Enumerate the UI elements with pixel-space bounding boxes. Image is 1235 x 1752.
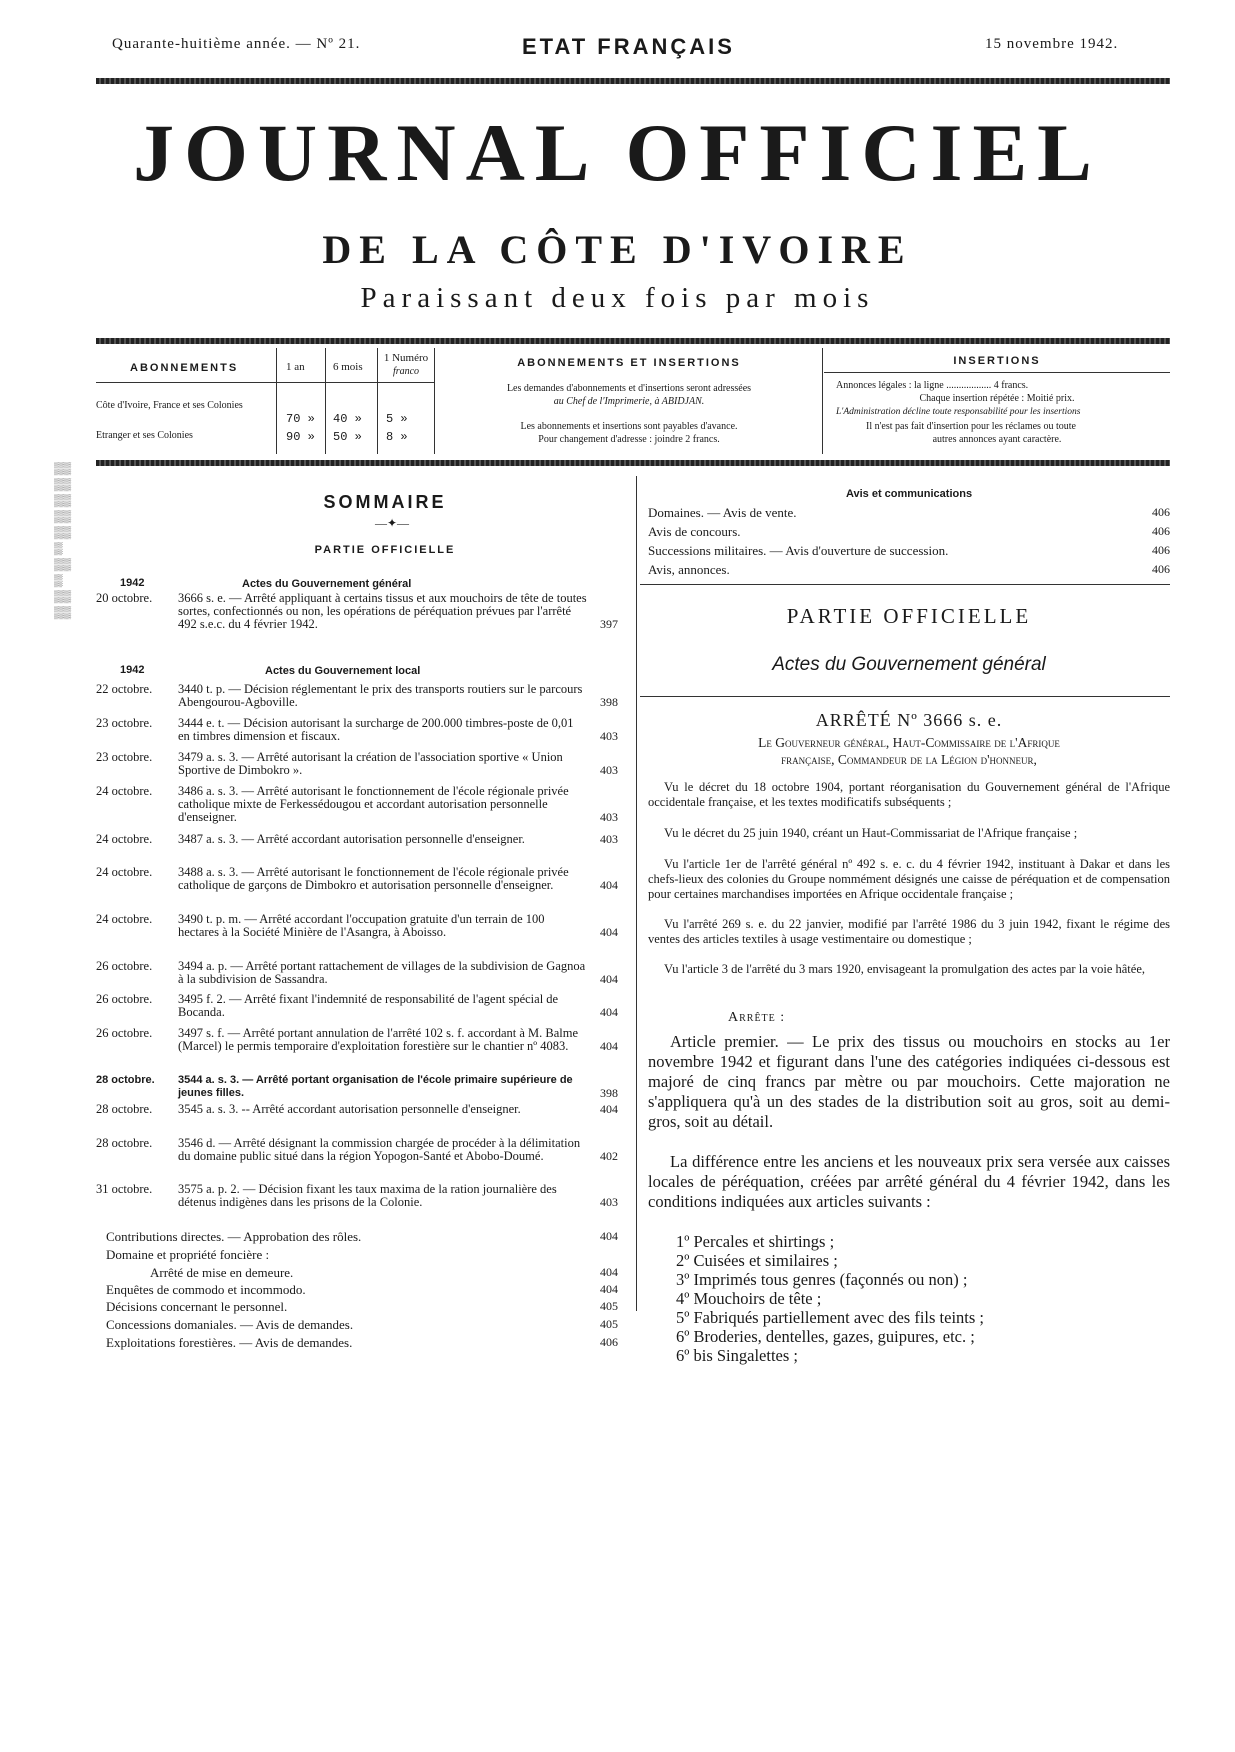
section-year: 1942 <box>120 577 145 589</box>
entry-page: 402 <box>600 1149 618 1163</box>
avis-page: 406 <box>1152 524 1170 538</box>
divider <box>640 696 1170 697</box>
entry-text: 3546 d. — Arrêté désignant la commission chargée de procéder à la délimitation du domaine public situé dans la région Yopogon-Santé et Abobo-Doumé. <box>178 1136 581 1163</box>
article-item: 6º Broderies, dentelles, gazes, guipures, etc. ; <box>676 1327 975 1346</box>
sommaire-entry <box>96 960 618 986</box>
misc-text: Domaine et propriété foncière : <box>106 1247 270 1262</box>
entry-date: 23 octobre. <box>96 716 153 730</box>
sub-row-six: 40 » <box>333 412 362 426</box>
middle-line: Les abonnements et insertions sont payables d'avance. <box>520 421 738 432</box>
entry-date: 24 octobre. <box>96 865 153 879</box>
sub-row-year: 70 » <box>286 412 315 426</box>
vu-paragraph: Vu l'article 3 de l'arrêté du 3 mars 1920, envisageant la promulgation des actes par la voie hâtée, <box>664 962 1146 976</box>
misc-text: Arrêté de mise en demeure. <box>150 1265 294 1280</box>
article-paragraph: La différence entre les anciens et les nouveaux prix sera versée aux caisses locales de péréquation, créées par arrêté général du 4 février 1942, dans les conditions indiquées aux articles suivants : <box>648 1152 1170 1211</box>
right-heading: INSERTIONS <box>953 355 1041 367</box>
divider <box>824 372 1170 373</box>
misc-page: 404 <box>600 1282 618 1296</box>
entry-text: 3494 a. p. — Arrêté portant rattachement de villages de la subdivision de Gagnoa à la subdivision de Sassandra. <box>178 959 586 986</box>
right-line: L'Administration décline toute responsabilité pour les insertions <box>836 407 1081 417</box>
entry-page: 397 <box>600 617 618 631</box>
sommaire-entry <box>96 913 618 939</box>
divider <box>377 348 378 454</box>
misc-entry <box>150 1265 618 1281</box>
middle-heading: ABONNEMENTS ET INSERTIONS <box>517 357 741 369</box>
arrete-word: Arrête : <box>728 1010 786 1025</box>
right-line: Annonces légales : la ligne .................. 4 francs. <box>836 380 1029 391</box>
sub-row-label: Côte d'Ivoire, France et ses Colonies <box>96 400 243 411</box>
article-item: 6º bis Singalettes ; <box>676 1346 798 1365</box>
sommaire-entry <box>96 1027 618 1053</box>
sommaire-entry <box>96 866 618 892</box>
col-number: 1 Numéro <box>383 352 429 364</box>
entry-page: 398 <box>600 695 618 709</box>
journal-subtitle: DE LA CÔTE D'IVOIRE <box>322 227 913 272</box>
col-year: 1 an <box>286 361 305 373</box>
entry-page: 404 <box>600 1039 618 1053</box>
middle-line: Pour changement d'adresse : joindre 2 francs. <box>538 434 720 445</box>
sommaire-entry <box>96 1103 618 1116</box>
article-item: 2º Cuisées et similaires ; <box>676 1251 838 1270</box>
divider <box>434 348 435 454</box>
entry-date: 22 octobre. <box>96 682 153 696</box>
entry-text: 3495 f. 2. — Arrêté fixant l'indemnité de responsabilité de l'agent spécial de Bocanda. <box>178 992 559 1019</box>
issue-date: 15 novembre 1942. <box>985 36 1119 52</box>
misc-entry <box>106 1282 618 1298</box>
misc-page: 405 <box>600 1317 618 1331</box>
subscriptions-heading: ABONNEMENTS <box>130 362 239 374</box>
sommaire-entry <box>96 717 618 743</box>
section-title: Actes du Gouvernement général <box>242 578 412 590</box>
right-line: Il n'est pas fait d'insertion pour les réclames ou toute <box>866 421 1076 432</box>
misc-entry <box>106 1299 618 1315</box>
entry-date: 28 octobre. <box>96 1102 153 1116</box>
entry-text: 3490 t. p. m. — Arrêté accordant l'occupation gratuite d'un terrain de 100 hectares à la Société Minière de l'Asangra, à Aboisso. <box>178 912 545 939</box>
sommaire-entry <box>96 683 618 709</box>
entry-page: 404 <box>600 1102 618 1116</box>
avis-row <box>648 505 1170 521</box>
sommaire-entry <box>96 833 618 846</box>
sommaire-partie: PARTIE OFFICIELLE <box>314 544 456 556</box>
entry-page: 404 <box>600 878 618 892</box>
misc-entry <box>106 1247 618 1263</box>
masthead-rule <box>96 338 1170 344</box>
entry-date: 20 octobre. <box>96 591 153 605</box>
right-line: autres annonces ayant caractère. <box>932 434 1062 445</box>
misc-text: Décisions concernant le personnel. <box>106 1299 288 1314</box>
sub-row-number: 5 » <box>386 412 408 426</box>
misc-text: Exploitations forestières. — Avis de demandes. <box>106 1335 353 1350</box>
article-item: 3º Imprimés tous genres (façonnés ou non) ; <box>676 1270 968 1289</box>
misc-entry <box>106 1335 618 1351</box>
gouverneur-line-1: Le Gouverneur général, Haut-Commissaire de l'Afrique <box>758 735 1060 750</box>
entry-text: 3444 e. t. — Décision autorisant la surcharge de 200.000 timbres-poste de 0,01 en timbres dimension et fiscaux. <box>178 716 574 743</box>
section-title: Actes du Gouvernement local <box>265 665 421 677</box>
entry-date: 26 octobre. <box>96 992 153 1006</box>
sommaire-entry <box>96 785 618 824</box>
entry-date: 26 octobre. <box>96 959 153 973</box>
entry-text: 3666 s. e. — Arrêté appliquant à certains tissus et aux mouchoirs de tête de toutes sortes, confectionnés ou non, les opérations de péréquation prévues par l'arrêté 492 s.e.c. du 4 février 1942. <box>178 591 587 631</box>
right-line: Chaque insertion répétée : Moitié prix. <box>919 393 1075 404</box>
sommaire-entry <box>96 993 618 1019</box>
entry-date: 26 octobre. <box>96 1026 153 1040</box>
entry-page: 403 <box>600 1195 618 1209</box>
section-year: 1942 <box>120 664 145 676</box>
gouverneur-line <box>648 734 1170 768</box>
entry-text: 3440 t. p. — Décision réglementant le prix des transports routiers sur le parcours Abengourou-Agboville. <box>178 682 583 709</box>
state-label: ETAT FRANÇAIS <box>522 34 735 59</box>
entry-text: 3545 a. s. 3. -- Arrêté accordant autorisation personnelle d'enseigner. <box>178 1102 521 1116</box>
top-rule <box>96 78 1170 84</box>
misc-entry <box>106 1229 618 1245</box>
entry-text: 3487 a. s. 3. — Arrêté accordant autorisation personnelle d'enseigner. <box>178 832 525 846</box>
misc-text: Concessions domaniales. — Avis de demandes. <box>106 1317 354 1332</box>
table-bottom-rule <box>96 460 1170 466</box>
entry-date: 28 octobre. <box>96 1074 155 1086</box>
avis-page: 406 <box>1152 562 1170 576</box>
entry-date: 31 octobre. <box>96 1182 153 1196</box>
sommaire-entry <box>96 1074 618 1100</box>
col-six: 6 mois <box>333 361 363 373</box>
article-premier: Article premier. — Le prix des tissus ou mouchoirs en stocks au 1er novembre 1942 et figurant dans l'une des catégories indiquées ci-dessous est majoré de cinq francs par mètre ou par mouchoirs. Cette majoration ne s'appliquera qu'à un des stades de la distribution soit au gros, soit au demi-gros, soit au détail. <box>648 1032 1170 1131</box>
vu-paragraph: Vu l'arrêté 269 s. e. du 22 janvier, modifié par l'arrêté 1986 du 3 juin 1942, fixant le régime des ventes des articles textiles à usage vestimentaire ou domestique ; <box>648 917 1170 946</box>
entry-page: 404 <box>600 925 618 939</box>
partie-officielle: PARTIE OFFICIELLE <box>786 604 1032 628</box>
entry-text: 3488 a. s. 3. — Arrêté autorisant le fonctionnement de l'école régionale privée catholique de garçons de Dimbokro et autorisation personnelle d'enseigner. <box>178 865 569 892</box>
avis-text: Avis de concours. <box>648 524 741 539</box>
divider <box>822 348 823 454</box>
article-item: 1º Percales et shirtings ; <box>676 1232 835 1251</box>
entry-date: 24 octobre. <box>96 912 153 926</box>
avis-page: 406 <box>1152 543 1170 557</box>
entry-page: 403 <box>600 729 618 743</box>
avis-text: Successions militaires. — Avis d'ouverture de succession. <box>648 543 949 558</box>
entry-page: 403 <box>600 810 618 824</box>
misc-entry <box>106 1317 618 1333</box>
vu-paragraph: Vu le décret du 25 juin 1940, créant un Haut-Commissariat de l'Afrique française ; <box>664 826 1078 840</box>
avis-row <box>648 562 1170 578</box>
avis-row <box>648 524 1170 540</box>
sub-row-six: 50 » <box>333 430 362 444</box>
misc-page: 405 <box>600 1299 618 1313</box>
arrete-title: ARRÊTÉ Nº 3666 s. e. <box>815 710 1003 730</box>
sommaire-entry <box>96 592 618 631</box>
entry-text: 3486 a. s. 3. — Arrêté autorisant le fonctionnement de l'école régionale privée catholique mixte de Ferkessédougou et accordant autorisation personnelle d'enseigner. <box>178 784 569 824</box>
middle-line: au Chef de l'Imprimerie, à ABIDJAN. <box>553 396 705 407</box>
entry-text: 3497 s. f. — Arrêté portant annulation de l'arrêté 102 s. f. accordant à M. Balme (Marcel) le permis temporaire d'exploitation forestière sur le chantier nº 4083. <box>178 1026 579 1053</box>
entry-date: 24 octobre. <box>96 832 153 846</box>
entry-text: 3479 a. s. 3. — Arrêté autorisant la création de l'association sportive « Union Sportive de Dimbokro ». <box>178 750 563 777</box>
middle-line: Les demandes d'abonnements et d'insertions seront adressées <box>506 383 752 394</box>
avis-text: Avis, annonces. <box>648 562 730 577</box>
entry-page: 398 <box>600 1086 618 1100</box>
entry-page: 404 <box>600 972 618 986</box>
avis-heading: Avis et communications <box>845 488 973 500</box>
misc-text: Contributions directes. — Approbation des rôles. <box>106 1229 362 1244</box>
entry-text: 3544 a. s. 3. — Arrêté portant organisation de l'école primaire supérieure de jeunes filles. <box>178 1074 573 1099</box>
sommaire-title: SOMMAIRE <box>323 492 447 512</box>
article-item: 5º Fabriqués partiellement avec des fils teints ; <box>676 1308 984 1327</box>
divider <box>325 348 326 454</box>
divider <box>96 382 434 383</box>
avis-row <box>648 543 1170 559</box>
sub-row-number: 8 » <box>386 430 408 444</box>
column-divider <box>636 476 637 1311</box>
sommaire-entry <box>96 1137 618 1163</box>
entry-page: 403 <box>600 832 618 846</box>
avis-page: 406 <box>1152 505 1170 519</box>
vu-paragraph: Vu le décret du 18 octobre 1904, portant réorganisation du Gouvernement général de l'Afrique occidentale française, et les textes modificatifs subséquents ; <box>648 780 1170 809</box>
edition-line: Quarante-huitième année. — Nº 21. <box>112 36 361 52</box>
entry-date: 24 octobre. <box>96 784 153 798</box>
col-number-sub: franco <box>392 366 420 377</box>
misc-page: 406 <box>600 1335 618 1349</box>
sommaire-entry <box>96 751 618 777</box>
avis-text: Domaines. — Avis de vente. <box>648 505 797 520</box>
article-item: 4º Mouchoirs de tête ; <box>676 1289 822 1308</box>
entry-date: 23 octobre. <box>96 750 153 764</box>
sub-row-year: 90 » <box>286 430 315 444</box>
entry-page: 404 <box>600 1005 618 1019</box>
entry-page: 403 <box>600 763 618 777</box>
divider <box>276 348 277 454</box>
sommaire-entry <box>96 1183 618 1209</box>
ornament-icon: —✦— <box>375 516 410 530</box>
misc-text: Enquêtes de commodo et incommodo. <box>106 1282 306 1297</box>
scan-artifact: ▒▒ ▒▒ ▒▒ ▒▒ ▒▒ ▒ ▒▒ ▒ ▒▒ ▒▒ <box>54 461 72 619</box>
entry-text: 3575 a. p. 2. — Décision fixant les taux maxima de la ration journalière des détenus indigènes dans les prisons de la Colonie. <box>178 1182 557 1209</box>
journal-title: JOURNAL OFFICIEL <box>133 107 1102 198</box>
journal-frequency: Paraissant deux fois par mois <box>360 282 875 314</box>
divider <box>640 584 1170 585</box>
actes-heading: Actes du Gouvernement général <box>772 654 1046 675</box>
entry-date: 28 octobre. <box>96 1136 153 1150</box>
misc-page: 404 <box>600 1265 618 1279</box>
vu-paragraph: Vu l'article 1er de l'arrêté général nº 492 s. e. c. du 4 février 1942, instituant à Dakar et dans les chefs-lieux des colonies du Groupe nommément désignés une caisse de péréquation et de compensation pour certaines marchandises importées en Afrique occidentale française ; <box>648 857 1170 901</box>
misc-page: 404 <box>600 1229 618 1243</box>
sub-row-label: Etranger et ses Colonies <box>96 430 193 441</box>
gouverneur-line-2: française, Commandeur de la Légion d'honneur, <box>781 752 1037 767</box>
